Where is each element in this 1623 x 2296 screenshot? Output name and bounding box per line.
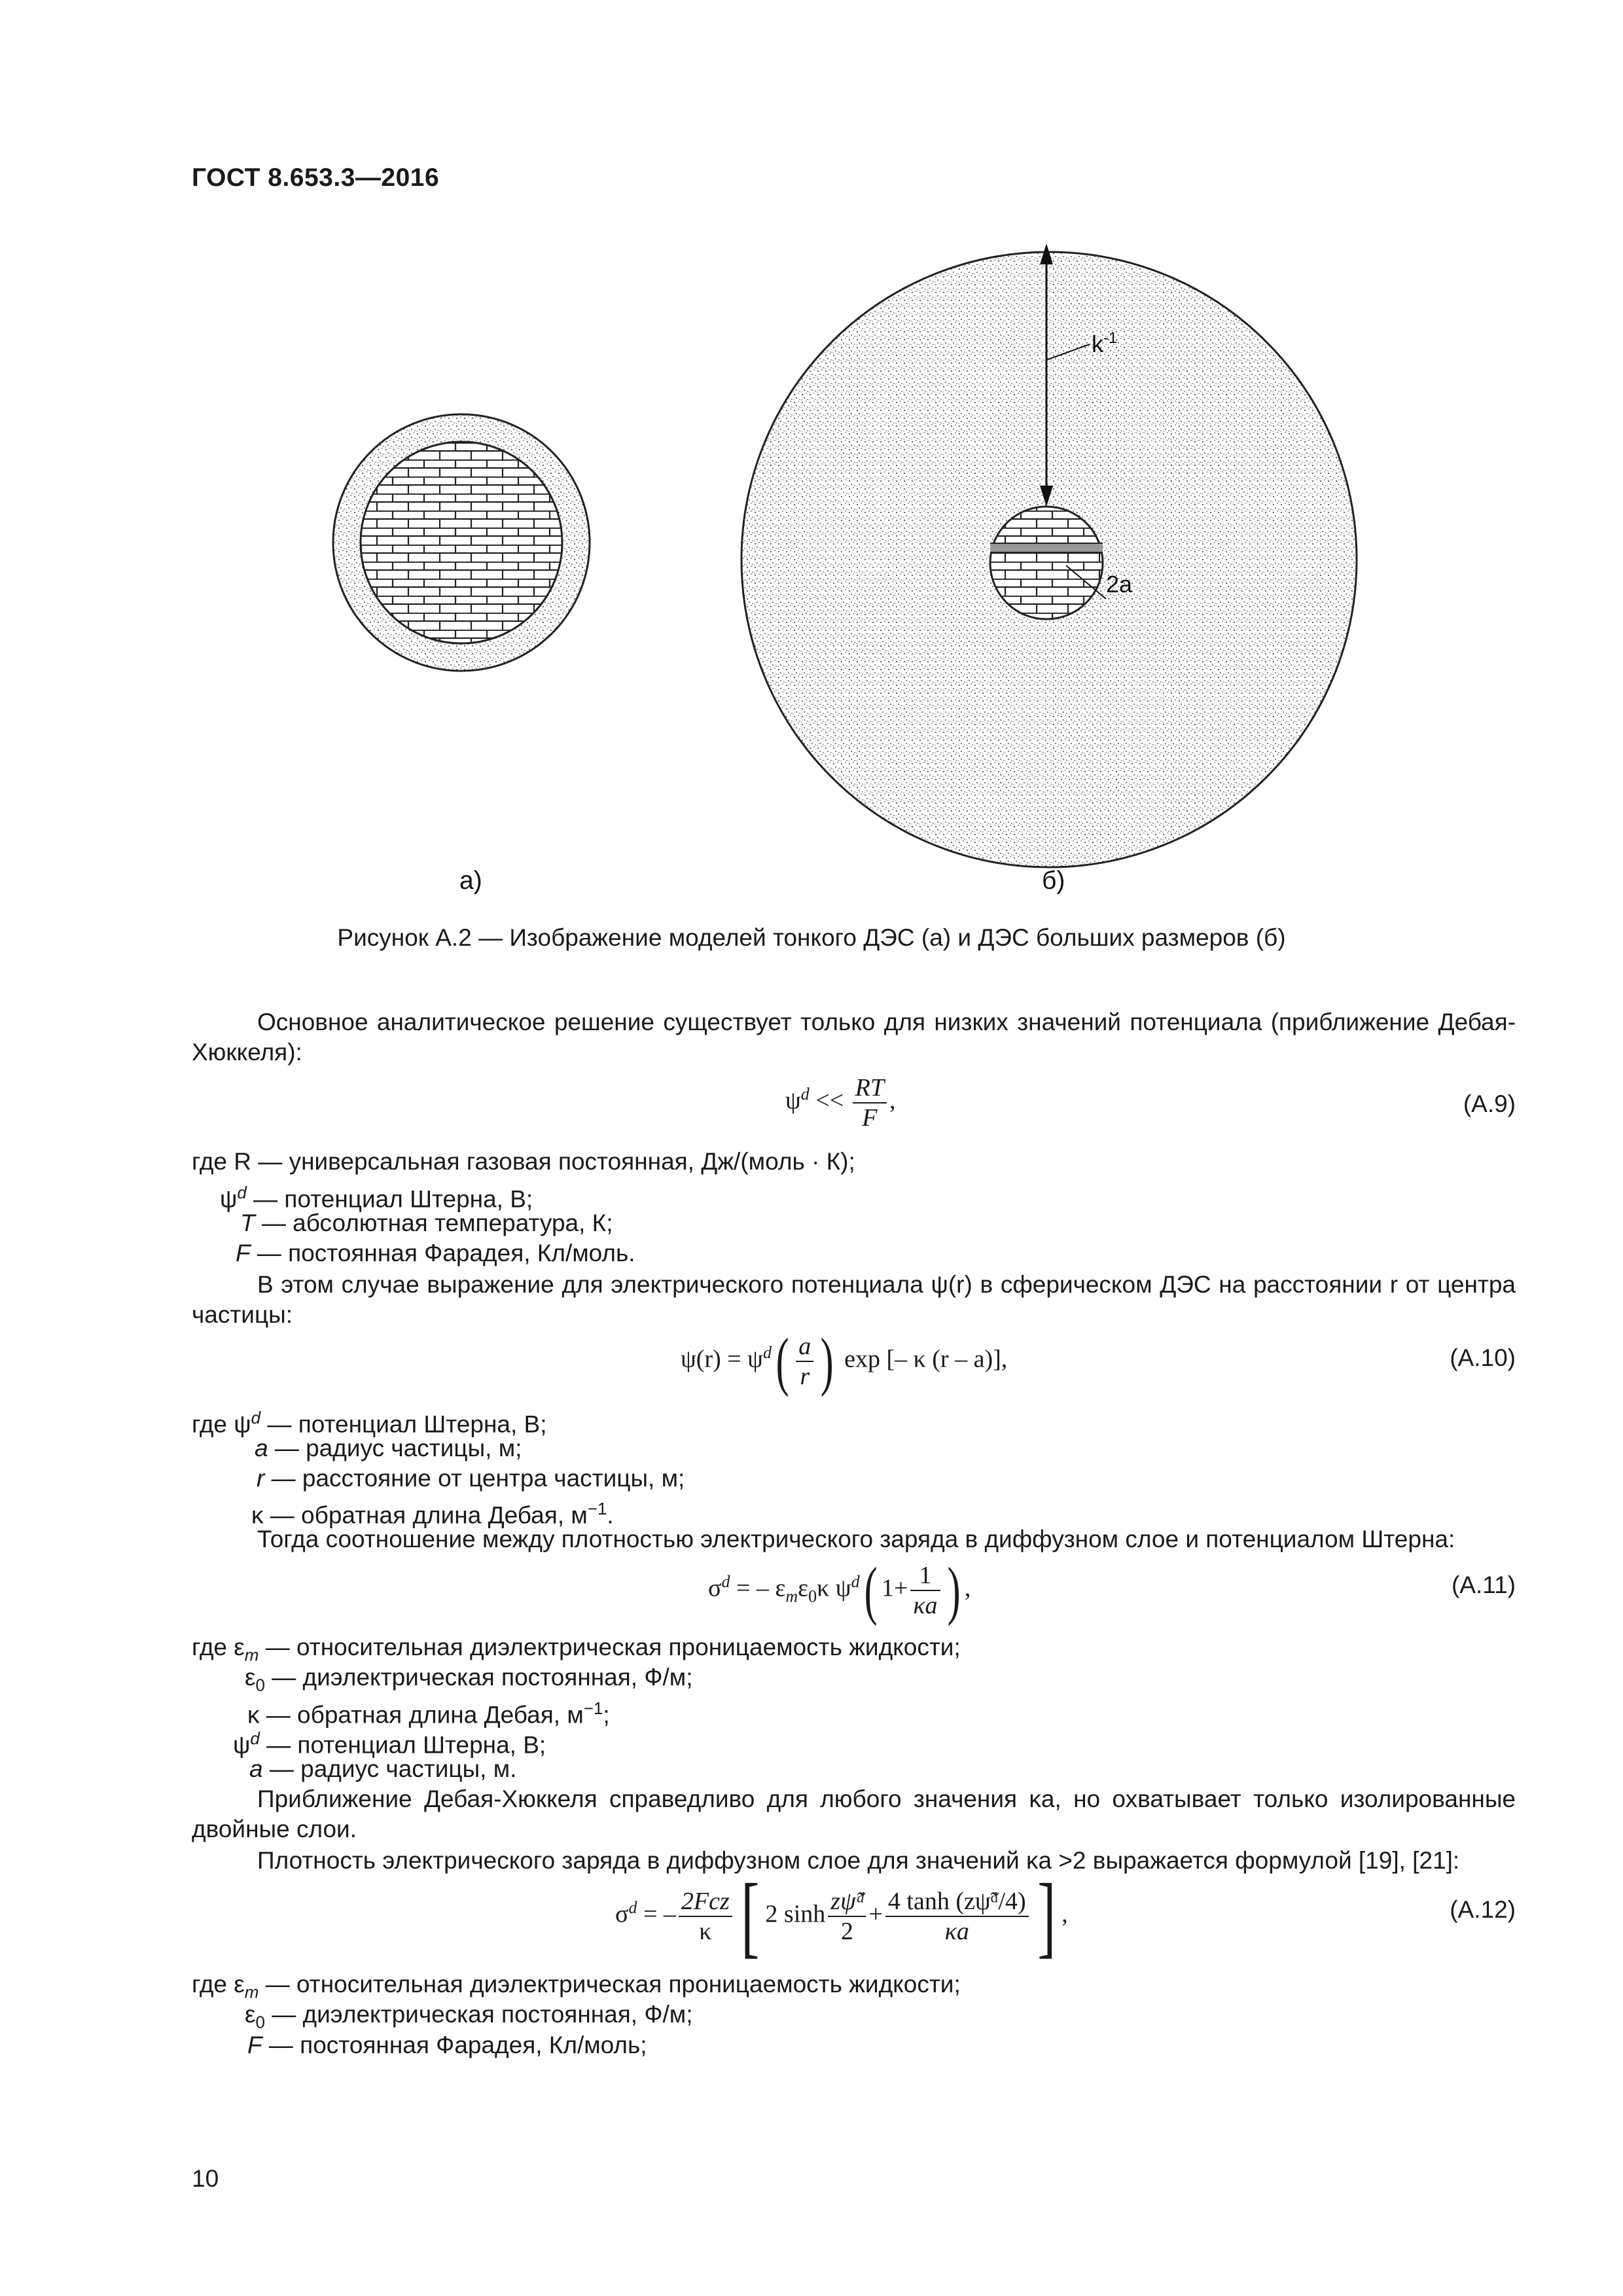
where2-a: a — радиус частицы, м; [255,1435,522,1462]
label-k: $k^{-1}$ [1092,329,1118,357]
document-header: ГОСТ 8.653.3—2016 [192,164,440,192]
paragraph-2: В этом случае выражение для электрического потенциала ψ(r) в сферическом ДЭС на расстоянии r от центра частицы: [192,1271,1516,1328]
equation-number-a9: (А.9) [1463,1090,1516,1117]
where4-eps-m: где $\varepsilon_m$ — относительная диэлектрическая проницаемость жидкости; [192,1971,961,2002]
where1-f: F — постоянная Фарадея, Кл/моль. [236,1240,635,1266]
where2-kappa: κ — обратная длина Дебая, $м^{-1}$. [251,1499,614,1529]
equation-number-a10: (А.10) [1450,1344,1516,1371]
where1-t: T — абсолютная температура, К; [240,1210,613,1236]
equation-a12: $\sigma^d$ = – $\frac{\text{2Fcz}}{\kappa}$ [ 2 sinh $\frac{\text{zψ̃ᵈ}}{2}$ + $\frac{\text{4 tanh (zψ̃ᵈ/4)}}{\kappa a}$ ] , [615,1865,1068,1967]
where1-r: где R — универсальная газовая постоянная, Дж/(моль · К); [192,1148,855,1175]
where3-psi: $\psi^d$ — потенциал Штерна, В; [233,1729,546,1759]
equation-a9: $\psi^d$ << $\frac{RT}{F}$ , [785,1074,896,1132]
paragraph-4: Приближение Дебая-Хюккеля справедливо для любого значения κa, но охватывает только изолированные двойные слои. [192,1785,1516,1842]
page-number: 10 [192,2165,219,2192]
model-a-thin-des [333,414,590,671]
paragraph-intro: Основное аналитическое решение существует только для низких значений потенциала (приближение Дебая-Хюккеля): [192,1009,1516,1066]
figure-a2 [0,223,1623,903]
paragraph-3: Тогда соотношение между плотностью электрического заряда в диффузном слое и потенциалом Штерна: [257,1526,1455,1552]
model-b-large-des [741,243,1357,867]
where3-kappa: κ — обратная длина Дебая, $м^{-1}$; [247,1698,610,1729]
figure-caption: Рисунок А.2 — Изображение моделей тонкого ДЭС (а) и ДЭС больших размеров (б) [337,924,1286,951]
where3-a: a — радиус частицы, м. [249,1755,517,1782]
where3-eps-m: где $\varepsilon_m$ — относительная диэлектрическая проницаемость жидкости; [192,1634,961,1665]
label-a: а) [459,867,482,895]
where3-eps-0: $\varepsilon_0$ — диэлектрическая постоянная, Ф/м; [245,1664,693,1695]
where4-f: F — постоянная Фарадея, Кл/моль; [247,2032,647,2058]
label-b: б) [1042,867,1065,895]
equation-a10: $\psi(r) = \psi^d$( $\frac{a}{r}$ ) exp [– κ (r – a)], [681,1325,1008,1397]
equation-number-a12: (А.12) [1450,1896,1516,1923]
label-2a: 2a [1106,571,1133,598]
where2-r: r — расстояние от центра частицы, м; [257,1465,685,1492]
equation-a11: $\sigma^d$ = – $\varepsilon_m\varepsilon_0\kappa$ $\psi^d$( 1+ $\frac{1}{\kappa a}$ ) , [708,1554,971,1626]
equation-number-a11: (А.11) [1451,1571,1516,1598]
paragraph-5: Плотность электрического заряда в диффузном слое для значений κa >2 выражается формулой [19], [21]: [257,1847,1460,1874]
where2-psi: где $\psi^d$ — потенциал Штерна, В; [192,1408,547,1438]
where1-psi: $\psi^d$ — потенциал Штерна, В; [220,1183,533,1213]
where4-eps-0: $\varepsilon_0$ — диэлектрическая постоянная, Ф/м; [245,2001,693,2032]
